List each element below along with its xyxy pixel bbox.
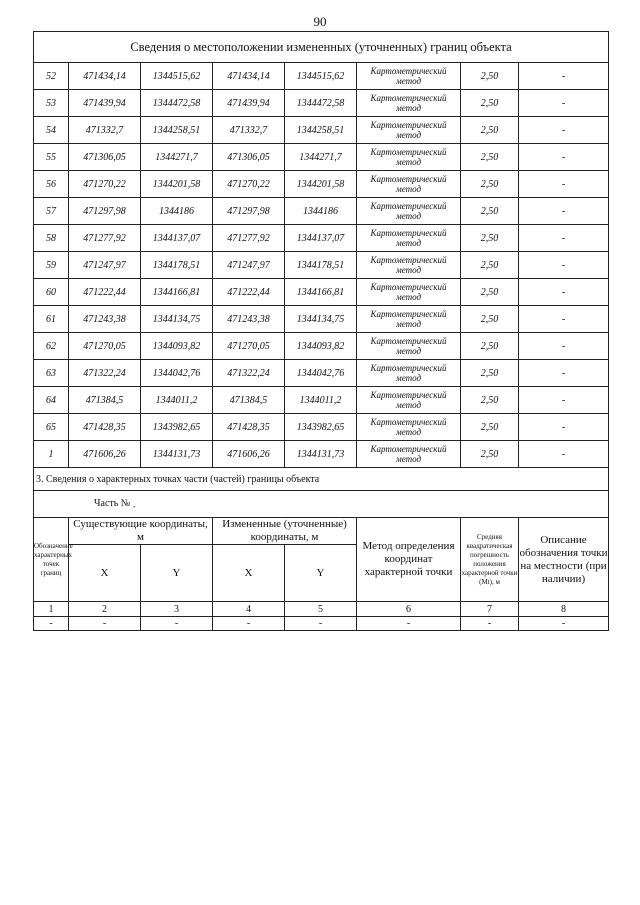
description-cell: - xyxy=(519,387,609,414)
method-line1: Картометрический xyxy=(370,174,447,184)
header-method: Метод определения координат характерной точки xyxy=(357,518,461,602)
method-cell xyxy=(357,414,461,441)
existing-y-cell: 1344472,58 xyxy=(141,90,213,117)
header-existing-y: Y xyxy=(141,545,213,602)
section3-title: 3. Сведения о характерных точках части (частей) границы объекта xyxy=(34,468,609,491)
point-id-cell: 58 xyxy=(34,225,69,252)
empty-cell: - xyxy=(285,617,357,631)
column-index-cell: 2 xyxy=(69,602,141,617)
empty-cell: - xyxy=(34,617,69,631)
header-point-label: Обозначение характерных точек границ xyxy=(34,518,69,602)
description-cell: - xyxy=(519,279,609,306)
point-id-cell: 55 xyxy=(34,144,69,171)
existing-y-cell: 1344271,7 xyxy=(141,144,213,171)
table-row xyxy=(34,441,609,468)
accuracy-cell: 2,50 xyxy=(461,387,519,414)
table-row xyxy=(34,617,609,631)
point-id-cell: 53 xyxy=(34,90,69,117)
existing-x-cell: 471606,26 xyxy=(69,441,141,468)
existing-y-cell: 1344258,51 xyxy=(141,117,213,144)
point-id-cell: 62 xyxy=(34,333,69,360)
accuracy-cell: 2,50 xyxy=(461,117,519,144)
method-cell xyxy=(357,144,461,171)
existing-x-cell: 471306,05 xyxy=(69,144,141,171)
method-line2: метод xyxy=(395,373,422,383)
method-cell xyxy=(357,279,461,306)
method-line2: метод xyxy=(395,130,422,140)
changed-x-cell: 471306,05 xyxy=(213,144,285,171)
changed-y-cell: 1344093,82 xyxy=(285,333,357,360)
point-id-cell: 61 xyxy=(34,306,69,333)
method-line1: Картометрический xyxy=(370,309,447,319)
existing-x-cell: 471439,94 xyxy=(69,90,141,117)
empty-cell: - xyxy=(213,617,285,631)
table-row xyxy=(34,171,609,198)
header-changed-coords: Измененные (уточненные) координаты, м xyxy=(213,518,357,545)
table-row xyxy=(34,252,609,279)
header-accuracy: Средняя квадратическая погрешность положения характерной точки (Mt), м xyxy=(461,518,519,602)
coordinates-table xyxy=(33,31,609,631)
method-line1: Картометрический xyxy=(370,417,447,427)
description-cell: - xyxy=(519,414,609,441)
table-row xyxy=(34,225,609,252)
method-line1: Картометрический xyxy=(370,228,447,238)
existing-y-cell: 1344515,62 xyxy=(141,63,213,90)
changed-x-cell: 471270,05 xyxy=(213,333,285,360)
part-number-label xyxy=(34,491,609,518)
existing-x-cell: 471322,24 xyxy=(69,360,141,387)
changed-x-cell: 471434,14 xyxy=(213,63,285,90)
section-title: Сведения о местоположении измененных (уточненных) границ объекта xyxy=(34,32,609,63)
description-cell: - xyxy=(519,63,609,90)
method-line2: метод xyxy=(395,211,422,221)
part-number: - xyxy=(132,501,136,511)
changed-y-cell: 1344131,73 xyxy=(285,441,357,468)
header-description: Описание обозначения точки на местности (при наличии) xyxy=(519,518,609,602)
changed-y-cell: 1344178,51 xyxy=(285,252,357,279)
description-cell: - xyxy=(519,360,609,387)
point-id-cell: 57 xyxy=(34,198,69,225)
changed-y-cell: 1344134,75 xyxy=(285,306,357,333)
changed-x-cell: 471606,26 xyxy=(213,441,285,468)
accuracy-cell: 2,50 xyxy=(461,306,519,333)
table-row xyxy=(34,333,609,360)
table-row xyxy=(34,387,609,414)
table-row xyxy=(34,117,609,144)
changed-x-cell: 471439,94 xyxy=(213,90,285,117)
header-existing-coords: Существующие координаты, м xyxy=(69,518,213,545)
empty-cell: - xyxy=(357,617,461,631)
existing-y-cell: 1344093,82 xyxy=(141,333,213,360)
existing-x-cell: 471270,05 xyxy=(69,333,141,360)
description-cell: - xyxy=(519,117,609,144)
column-index-cell: 1 xyxy=(34,602,69,617)
column-index-cell: 7 xyxy=(461,602,519,617)
method-cell xyxy=(357,198,461,225)
accuracy-cell: 2,50 xyxy=(461,252,519,279)
description-cell: - xyxy=(519,90,609,117)
changed-y-cell: 1344186 xyxy=(285,198,357,225)
changed-y-cell: 1344011,2 xyxy=(285,387,357,414)
description-cell: - xyxy=(519,171,609,198)
method-cell xyxy=(357,117,461,144)
accuracy-cell: 2,50 xyxy=(461,198,519,225)
method-cell xyxy=(357,333,461,360)
method-line1: Картометрический xyxy=(370,255,447,265)
changed-y-cell: 1344271,7 xyxy=(285,144,357,171)
method-cell xyxy=(357,360,461,387)
accuracy-cell: 2,50 xyxy=(461,144,519,171)
page-number: 90 xyxy=(313,14,327,29)
existing-y-cell: 1344201,58 xyxy=(141,171,213,198)
table-row xyxy=(34,144,609,171)
description-cell: - xyxy=(519,198,609,225)
description-cell: - xyxy=(519,252,609,279)
accuracy-cell: 2,50 xyxy=(461,63,519,90)
description-cell: - xyxy=(519,333,609,360)
changed-x-cell: 471270,22 xyxy=(213,171,285,198)
method-line1: Картометрический xyxy=(370,282,447,292)
method-line2: метод xyxy=(395,400,422,410)
existing-y-cell: 1344166,81 xyxy=(141,279,213,306)
changed-y-cell: 1344258,51 xyxy=(285,117,357,144)
method-line1: Картометрический xyxy=(370,66,447,76)
existing-y-cell: 1344186 xyxy=(141,198,213,225)
method-line2: метод xyxy=(395,346,422,356)
method-cell xyxy=(357,63,461,90)
table-row xyxy=(34,414,609,441)
existing-x-cell: 471434,14 xyxy=(69,63,141,90)
table-row xyxy=(34,306,609,333)
part-label: Часть № xyxy=(94,497,133,509)
empty-cell: - xyxy=(519,617,609,631)
accuracy-cell: 2,50 xyxy=(461,441,519,468)
existing-x-cell: 471428,35 xyxy=(69,414,141,441)
column-index-cell: 5 xyxy=(285,602,357,617)
point-id-cell: 65 xyxy=(34,414,69,441)
changed-x-cell: 471243,38 xyxy=(213,306,285,333)
changed-y-cell: 1344201,58 xyxy=(285,171,357,198)
changed-x-cell: 471247,97 xyxy=(213,252,285,279)
changed-y-cell: 1344515,62 xyxy=(285,63,357,90)
method-line1: Картометрический xyxy=(370,444,447,454)
existing-y-cell: 1344131,73 xyxy=(141,441,213,468)
description-cell: - xyxy=(519,441,609,468)
method-line2: метод xyxy=(395,238,422,248)
coordinates-table-container xyxy=(33,31,608,631)
column-index-cell: 6 xyxy=(357,602,461,617)
table-row xyxy=(34,360,609,387)
changed-y-cell: 1344137,07 xyxy=(285,225,357,252)
existing-x-cell: 471297,98 xyxy=(69,198,141,225)
header-existing-x: X xyxy=(69,545,141,602)
method-cell xyxy=(357,387,461,414)
column-index-cell: 8 xyxy=(519,602,609,617)
point-id-cell: 63 xyxy=(34,360,69,387)
table-row xyxy=(34,90,609,117)
existing-y-cell: 1344137,07 xyxy=(141,225,213,252)
accuracy-cell: 2,50 xyxy=(461,171,519,198)
method-line1: Картометрический xyxy=(370,363,447,373)
changed-y-cell: 1343982,65 xyxy=(285,414,357,441)
method-line1: Картометрический xyxy=(370,336,447,346)
existing-x-cell: 471222,44 xyxy=(69,279,141,306)
changed-x-cell: 471332,7 xyxy=(213,117,285,144)
table-row xyxy=(34,279,609,306)
method-cell xyxy=(357,441,461,468)
changed-x-cell: 471277,92 xyxy=(213,225,285,252)
existing-x-cell: 471384,5 xyxy=(69,387,141,414)
description-cell: - xyxy=(519,225,609,252)
method-line2: метод xyxy=(395,184,422,194)
changed-x-cell: 471297,98 xyxy=(213,198,285,225)
point-id-cell: 54 xyxy=(34,117,69,144)
existing-x-cell: 471277,92 xyxy=(69,225,141,252)
method-line2: метод xyxy=(395,157,422,167)
method-line2: метод xyxy=(395,319,422,329)
method-line2: метод xyxy=(395,76,422,86)
accuracy-cell: 2,50 xyxy=(461,414,519,441)
table-row xyxy=(34,63,609,90)
method-cell xyxy=(357,225,461,252)
method-line1: Картометрический xyxy=(370,147,447,157)
point-id-cell: 52 xyxy=(34,63,69,90)
method-cell xyxy=(357,90,461,117)
accuracy-cell: 2,50 xyxy=(461,225,519,252)
existing-y-cell: 1344178,51 xyxy=(141,252,213,279)
changed-x-cell: 471322,24 xyxy=(213,360,285,387)
point-id-cell: 59 xyxy=(34,252,69,279)
changed-y-cell: 1344042,76 xyxy=(285,360,357,387)
method-line2: метод xyxy=(395,103,422,113)
method-cell xyxy=(357,306,461,333)
existing-x-cell: 471247,97 xyxy=(69,252,141,279)
changed-x-cell: 471428,35 xyxy=(213,414,285,441)
point-id-cell: 60 xyxy=(34,279,69,306)
method-line2: метод xyxy=(395,292,422,302)
method-line1: Картометрический xyxy=(370,93,447,103)
existing-x-cell: 471270,22 xyxy=(69,171,141,198)
description-cell: - xyxy=(519,306,609,333)
point-id-cell: 56 xyxy=(34,171,69,198)
method-line1: Картометрический xyxy=(370,390,447,400)
changed-y-cell: 1344472,58 xyxy=(285,90,357,117)
method-line1: Картометрический xyxy=(370,120,447,130)
existing-x-cell: 471243,38 xyxy=(69,306,141,333)
existing-x-cell: 471332,7 xyxy=(69,117,141,144)
method-line2: метод xyxy=(395,427,422,437)
column-index-cell: 3 xyxy=(141,602,213,617)
empty-cell: - xyxy=(69,617,141,631)
description-cell: - xyxy=(519,144,609,171)
existing-y-cell: 1343982,65 xyxy=(141,414,213,441)
header-changed-y: Y xyxy=(285,545,357,602)
accuracy-cell: 2,50 xyxy=(461,279,519,306)
accuracy-cell: 2,50 xyxy=(461,90,519,117)
method-line2: метод xyxy=(395,454,422,464)
table-row xyxy=(34,198,609,225)
column-index-cell: 4 xyxy=(213,602,285,617)
empty-cell: - xyxy=(461,617,519,631)
accuracy-cell: 2,50 xyxy=(461,333,519,360)
method-cell xyxy=(357,252,461,279)
point-id-cell: 64 xyxy=(34,387,69,414)
changed-x-cell: 471222,44 xyxy=(213,279,285,306)
point-id-cell: 1 xyxy=(34,441,69,468)
header-changed-x: X xyxy=(213,545,285,602)
method-line1: Картометрический xyxy=(370,201,447,211)
existing-y-cell: 1344134,75 xyxy=(141,306,213,333)
changed-y-cell: 1344166,81 xyxy=(285,279,357,306)
method-line2: метод xyxy=(395,265,422,275)
changed-x-cell: 471384,5 xyxy=(213,387,285,414)
empty-cell: - xyxy=(141,617,213,631)
existing-y-cell: 1344011,2 xyxy=(141,387,213,414)
existing-y-cell: 1344042,76 xyxy=(141,360,213,387)
method-cell xyxy=(357,171,461,198)
accuracy-cell: 2,50 xyxy=(461,360,519,387)
